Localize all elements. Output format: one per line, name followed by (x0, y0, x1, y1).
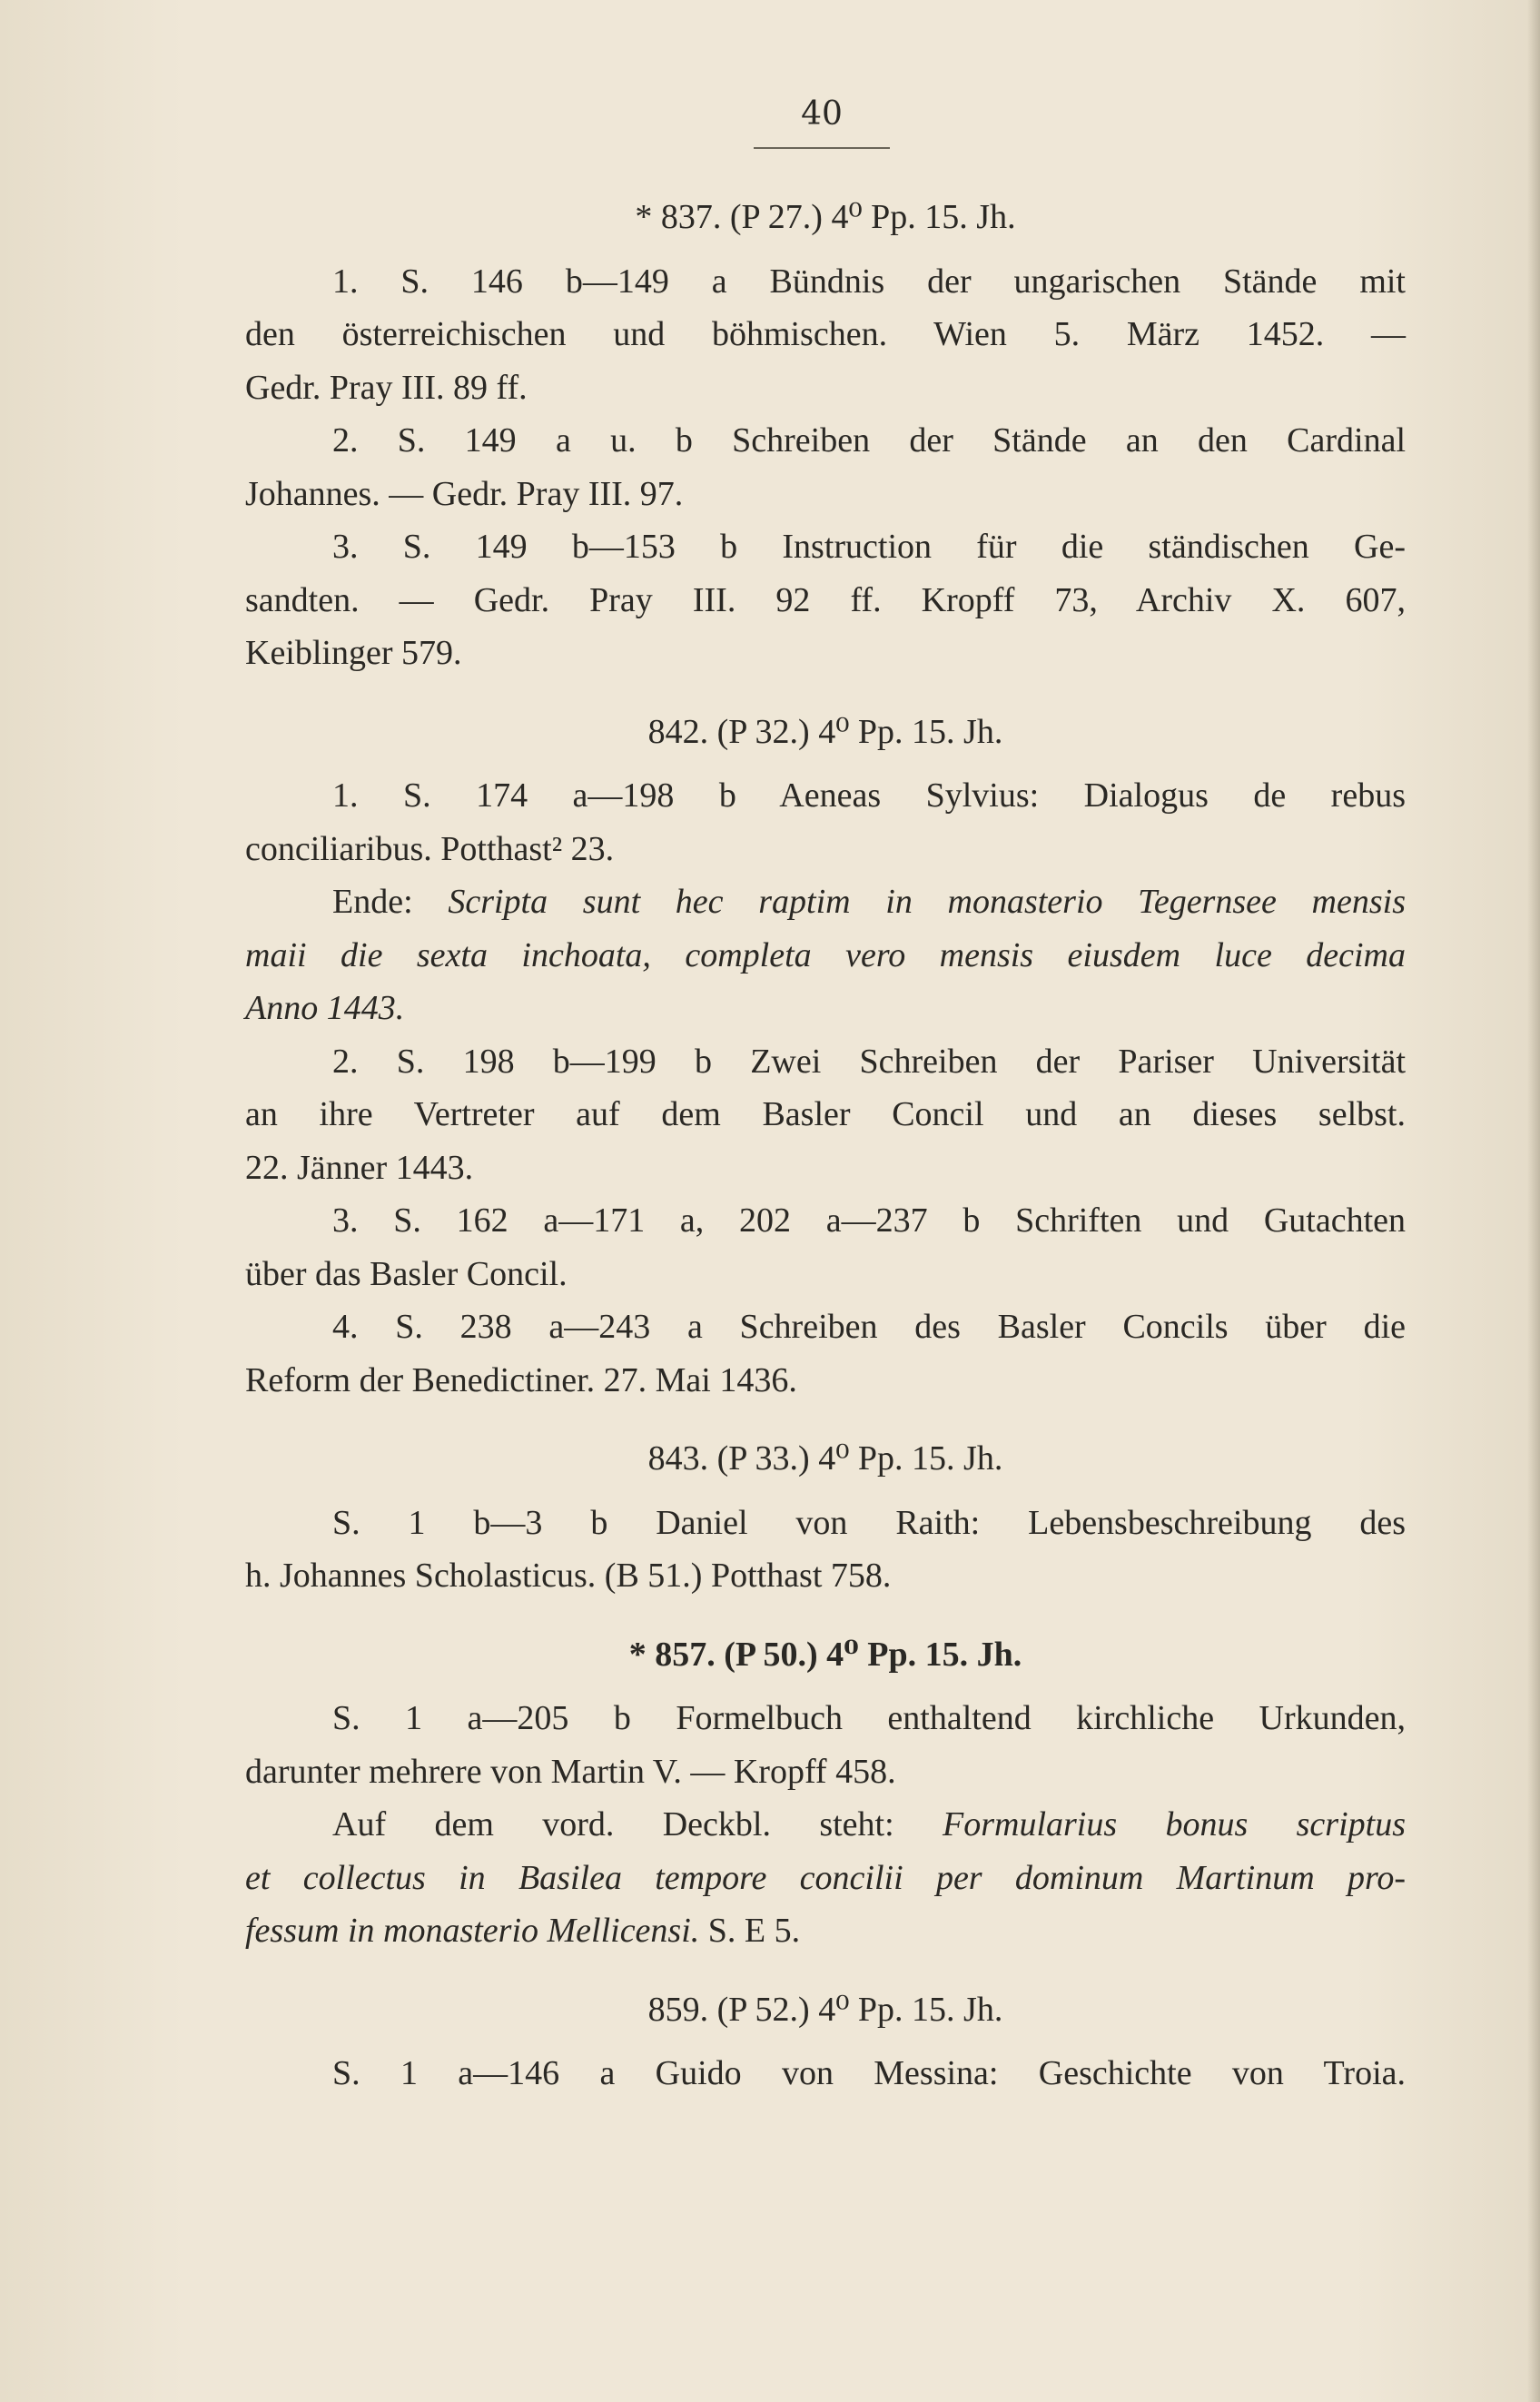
entry-line: 1. S. 146 b—149 a Bündnis der ungarischen Stände mit (332, 262, 1406, 301)
entry-line: 1. S. 174 a—198 b Aeneas Sylvius: Dialogus de rebus (332, 776, 1406, 815)
entry-line: conciliaribus. Potthast² 23. (245, 829, 615, 868)
entry-line: den österreichischen und böhmischen. Wien 5. März 1452. — (245, 315, 1406, 353)
entry-line: Johannes. — Gedr. Pray III. 97. (245, 474, 684, 513)
entry-heading: 843. (P 33.) 4⁰ Pp. 15. Jh. (647, 1439, 1003, 1478)
quote-text: Scripta sunt hec raptim in monasterio Tegernsee mensis (448, 883, 1406, 921)
entry-line: Gedr. Pray III. 89 ff. (245, 368, 528, 407)
entry-842 (245, 706, 1406, 1408)
entry-line: 4. S. 238 a—243 a Schreiben des Basler Concils über die (332, 1308, 1406, 1346)
entry-line: Reform der Benedictiner. 27. Mai 1436. (245, 1360, 797, 1399)
quote-line: et collectus in Basilea tempore concilii per dominum Martinum pro- (245, 1858, 1406, 1897)
entry-line: 3. S. 149 b—153 b Instruction für die ständischen Ge- (332, 528, 1406, 566)
shelfmark: S. E 5. (707, 1912, 801, 1950)
entry-heading: 859. (P 52.) 4⁰ Pp. 15. Jh. (647, 1990, 1003, 2029)
quote-line: Anno 1443. (245, 989, 405, 1027)
quote-text: Formularius bonus scriptus (943, 1805, 1406, 1844)
entry-859 (245, 1983, 1406, 2101)
quote-line: maii die sexta inchoata, completa vero mensis eiusdem luce decima (245, 935, 1406, 974)
entry-heading: 842. (P 32.) 4⁰ Pp. 15. Jh. (647, 712, 1003, 751)
entry-line: 3. S. 162 a—171 a, 202 a—237 b Schriften und Gutachten (332, 1201, 1406, 1240)
entry-857 (245, 1628, 1406, 1958)
entry-line (245, 1904, 1406, 1958)
entry-line: sandten. — Gedr. Pray III. 92 ff. Kropff 73, Archiv X. 607, (245, 580, 1406, 619)
entry-843 (245, 1432, 1406, 1603)
page-edge-shadow (1527, 0, 1540, 2402)
entry-heading: * 857. (P 50.) 4⁰ Pp. 15. Jh. (628, 1635, 1022, 1674)
entry-line: h. Johannes Scholasticus. (B 51.) Potthast 758. (245, 1557, 892, 1595)
entry-line: 22. Jänner 1443. (245, 1148, 474, 1187)
entry-line: S. 1 b—3 b Daniel von Raith: Lebensbeschreibung des (332, 1503, 1406, 1542)
entry-line: S. 1 a—205 b Formelbuch enthaltend kirchliche Urkunden, (332, 1699, 1406, 1737)
entry-line (245, 1798, 1406, 1852)
entry-line: über das Basler Concil. (245, 1254, 568, 1293)
ende-label: Ende: (332, 883, 413, 921)
deckbl-label: Auf dem vord. Deckbl. steht: (332, 1805, 894, 1844)
entry-line: S. 1 a—146 a Guido von Messina: Geschichte von Troia. (332, 2054, 1406, 2092)
catalog-text (245, 191, 1406, 2101)
page-number: 40 (801, 95, 843, 133)
entry-line (245, 875, 1406, 929)
entry-line: 2. S. 198 b—199 b Zwei Schreiben der Pariser Universität (332, 1042, 1406, 1081)
quote-text: fessum in monasterio Mellicensi. (245, 1912, 700, 1950)
page-number-rule (754, 147, 890, 149)
entry-line: darunter mehrere von Martin V. — Kropff 458. (245, 1752, 896, 1791)
entry-line: an ihre Vertreter auf dem Basler Concil und an dieses selbst. (245, 1095, 1406, 1133)
entry-heading: * 837. (P 27.) 4⁰ Pp. 15. Jh. (635, 198, 1016, 236)
entry-line: 2. S. 149 a u. b Schreiben der Stände an den Cardinal (332, 421, 1406, 460)
entry-line: Keiblinger 579. (245, 634, 462, 672)
entry-837 (245, 191, 1406, 680)
